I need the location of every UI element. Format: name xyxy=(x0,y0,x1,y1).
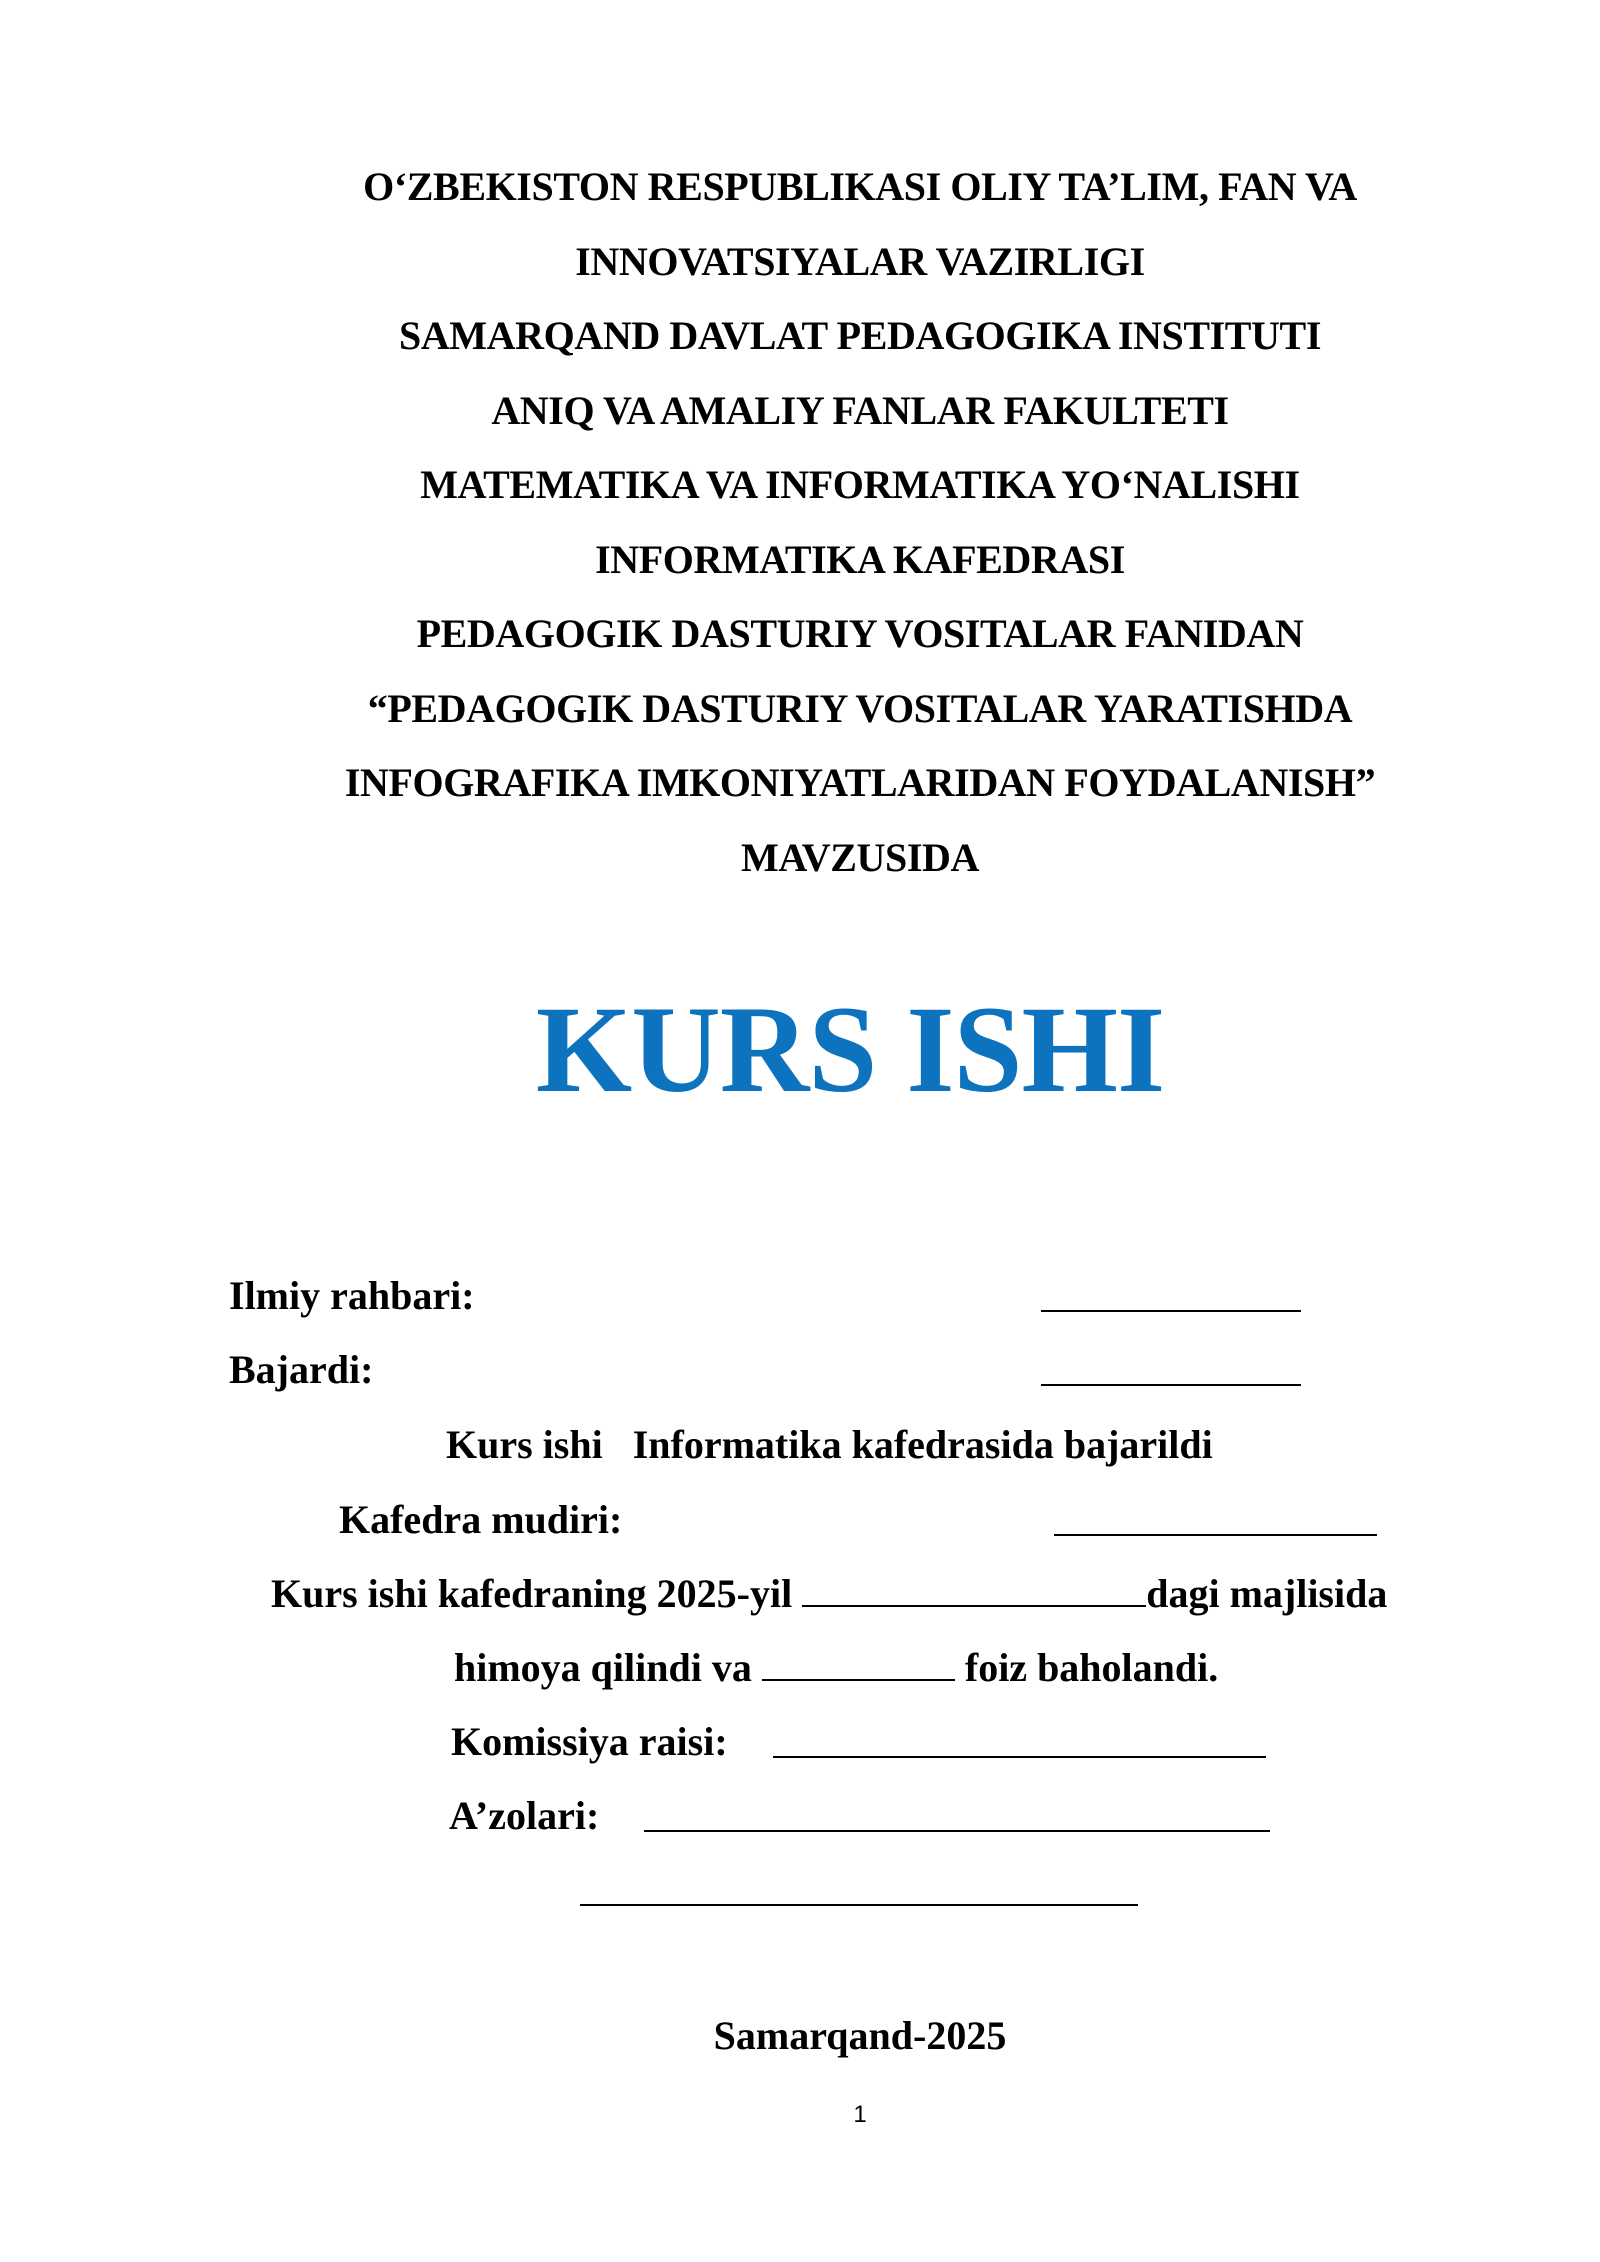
header-line-faculty: ANIQ VA AMALIY FANLAR FAKULTETI xyxy=(491,387,1229,433)
page-number: 1 xyxy=(853,2101,867,2128)
defended-line xyxy=(454,1643,1218,1693)
supervisor-signature-line xyxy=(1041,1310,1301,1312)
meeting-date-blank xyxy=(802,1573,1146,1607)
members-signature-line-2 xyxy=(580,1904,1138,1906)
department-head-label: Kafedra mudiri: xyxy=(339,1497,623,1542)
city-year: Samarqand-2025 xyxy=(713,2013,1007,2058)
meeting-suffix: dagi majlisida xyxy=(1146,1571,1388,1616)
supervisor-label: Ilmiy rahbari: xyxy=(229,1273,475,1318)
header-line-topic-3: MAVZUSIDA xyxy=(741,834,979,880)
grade-percent-blank xyxy=(762,1647,955,1681)
completed-note: Kurs ishi Informatika kafedrasida bajarildi xyxy=(446,1422,1213,1467)
performer-label: Bajardi: xyxy=(229,1347,374,1392)
members-label: A’zolari: xyxy=(449,1793,600,1838)
header-line-topic-1: “PEDAGOGIK DASTURIY VOSITALAR YARATISHDA xyxy=(367,685,1353,731)
header-line-subject: PEDAGOGIK DASTURIY VOSITALAR FANIDAN xyxy=(416,611,1304,656)
meeting-prefix: Kurs ishi kafedraning 2025-yil xyxy=(271,1571,793,1616)
performer-signature-line xyxy=(1041,1384,1301,1386)
meeting-line xyxy=(271,1569,1387,1619)
header-line-department: INFORMATIKA KAFEDRASI xyxy=(595,536,1125,582)
defended-suffix: foiz baholandi. xyxy=(964,1645,1219,1690)
header-line-direction: MATEMATIKA VA INFORMATIKA YO‘NALISHI xyxy=(420,462,1300,507)
commission-chair-signature-line xyxy=(773,1756,1266,1758)
members-signature-line-1 xyxy=(644,1830,1270,1832)
defended-prefix: himoya qilindi va xyxy=(454,1645,752,1690)
header-line-ministry-1: O‘ZBEKISTON RESPUBLIKASI OLIY TA’LIM, FAN VA xyxy=(363,164,1357,209)
header-line-institute: SAMARQAND DAVLAT PEDAGOGIKA INSTITUTI xyxy=(398,313,1322,358)
commission-chair-label: Komissiya raisi: xyxy=(451,1719,728,1764)
header-line-ministry-2: INNOVATSIYALAR VAZIRLIGI xyxy=(575,238,1145,284)
department-head-signature-line xyxy=(1054,1534,1377,1536)
title-page-header xyxy=(110,150,1600,895)
header-line-topic-2: INFOGRAFIKA IMKONIYATLARIDAN FOYDALANISH” xyxy=(344,760,1376,805)
document-title: KURS ISHI xyxy=(535,981,1165,1118)
